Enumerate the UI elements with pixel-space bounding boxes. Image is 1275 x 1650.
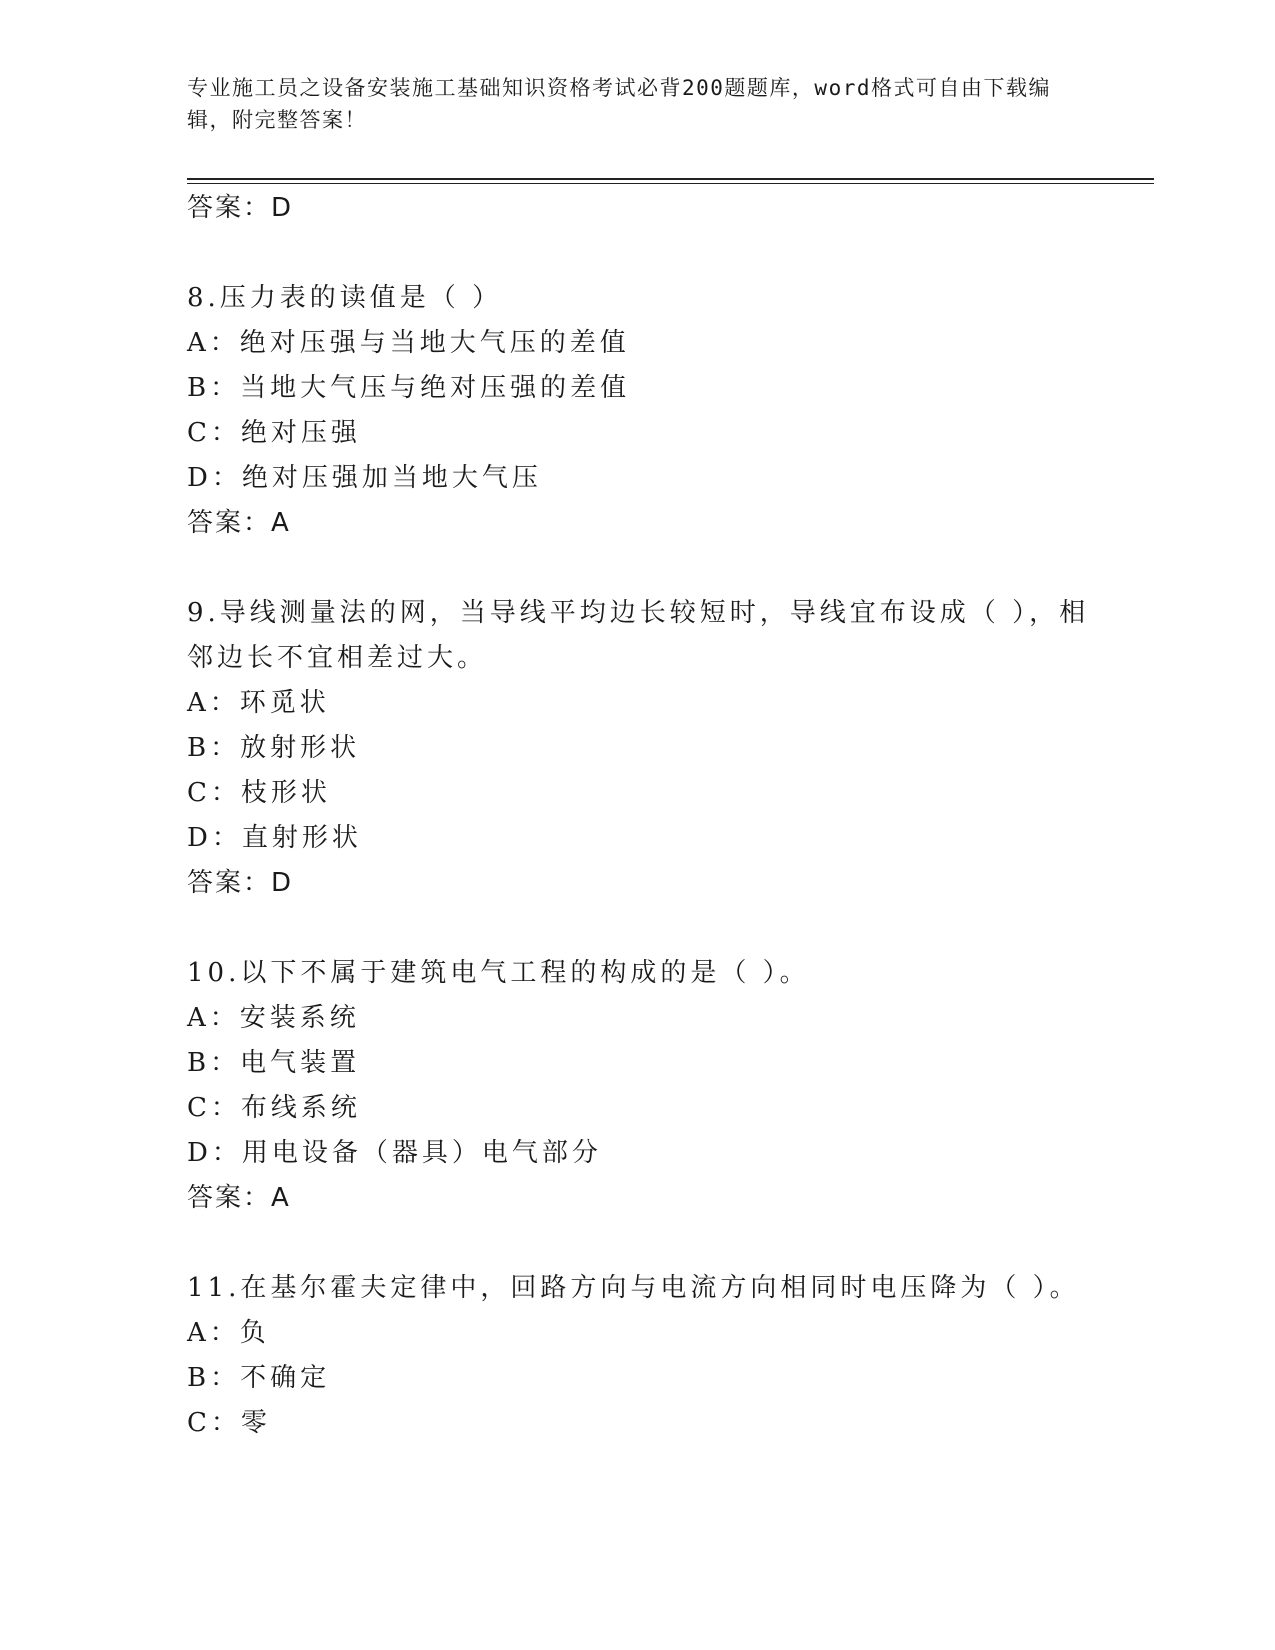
answer-prefix: 答案： <box>187 868 272 898</box>
question-9-answer <box>187 867 293 899</box>
question-9-text: 9.导线测量法的网，当导线平均边长较短时，导线宜布设成（ ），相 <box>187 598 1090 628</box>
document-header: 专业施工员之设备安装施工基础知识资格考试必背200题题库，word格式可自由下载编辑，附完整答案！ <box>187 76 1051 132</box>
question-10-option-b: B：电气装置 <box>187 1048 361 1078</box>
answer-value: A <box>271 508 291 538</box>
question-10-option-c: C：布线系统 <box>187 1093 361 1123</box>
question-10-text: 10.以下不属于建筑电气工程的构成的是（ ）。 <box>187 958 810 988</box>
question-8-option-d: D：绝对压强加当地大气压 <box>187 463 542 493</box>
question-8-option-a: A：绝对压强与当地大气压的差值 <box>187 328 630 358</box>
question-10-option-d: D：用电设备（器具）电气部分 <box>187 1138 602 1168</box>
answer-value: A <box>271 1183 291 1213</box>
answer-prefix: 答案： <box>187 193 272 223</box>
question-8-option-b: B：当地大气压与绝对压强的差值 <box>187 373 631 403</box>
question-9-option-a: A：环觅状 <box>187 688 330 718</box>
question-11-text: 11.在基尔霍夫定律中，回路方向与电流方向相同时电压降为（ ）。 <box>187 1273 1080 1303</box>
question-8-answer <box>187 507 291 539</box>
question-9-option-c: C：枝形状 <box>187 778 331 808</box>
header-rule-thick <box>187 178 1154 180</box>
answer-prefix: 答案： <box>187 1183 272 1213</box>
question-10-option-a: A：安装系统 <box>187 1003 360 1033</box>
question-10-answer <box>187 1182 291 1214</box>
answer-line <box>187 192 293 224</box>
answer-value: D <box>271 868 294 898</box>
question-8-text: 8.压力表的读值是（ ） <box>187 283 503 313</box>
question-8-option-c: C：绝对压强 <box>187 418 361 448</box>
question-9-option-d: D：直射形状 <box>187 823 362 853</box>
question-9-text-cont: 邻边长不宜相差过大。 <box>187 643 488 673</box>
question-11-option-b: B：不确定 <box>187 1363 331 1393</box>
answer-prefix: 答案： <box>187 508 272 538</box>
question-11-option-a: A：负 <box>187 1318 270 1348</box>
question-11-option-c: C：零 <box>187 1408 271 1438</box>
header-rule-thin <box>187 183 1154 184</box>
question-9-option-b: B：放射形状 <box>187 733 361 763</box>
answer-value: D <box>271 193 294 223</box>
